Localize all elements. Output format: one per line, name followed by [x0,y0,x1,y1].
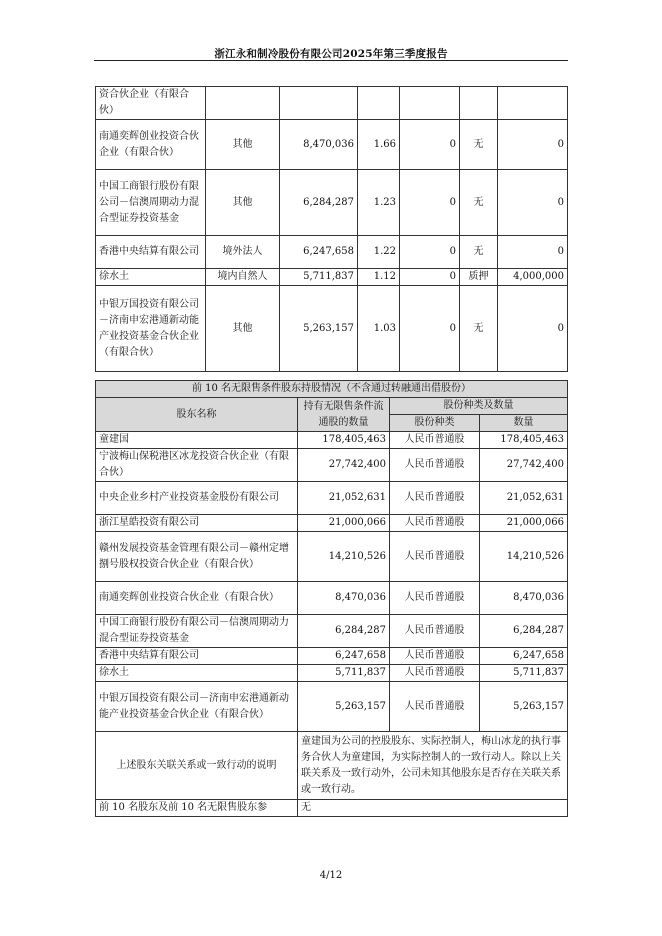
share-type: 人民币普通股 [390,449,480,482]
relation-text: 童建国为公司的控股股东、实际控制人，梅山冰龙的执行事务合伙人为童建国，为实际控制人的一致行动人。除以上关联关系及一致行动外，公司未知其他股东是否存在关联关系或一致行动。 [298,732,568,800]
unrestricted-shares: 178,405,463 [298,432,390,449]
shareholder-name: 中银万国投资有限公司－济南申宏港通新动能产业投资基金合伙企业（有限合伙） [96,682,298,732]
unrestricted-shares: 21,000,066 [298,515,390,532]
shareholder-name: 香港中央结算有限公司 [96,236,206,269]
share-type: 人民币普通股 [390,648,480,665]
share-count: 8,470,036 [280,120,358,170]
page-number: 4/12 [319,870,343,881]
share-qty: 27,742,400 [480,449,568,482]
share-count: 6,284,287 [280,170,358,236]
share-qty: 14,210,526 [480,532,568,582]
table-row [96,236,568,269]
table-row [96,532,568,582]
share-qty: 21,000,066 [480,515,568,532]
share-type: 人民币普通股 [390,682,480,732]
share-ratio: 1.23 [358,170,400,236]
share-count: 5,711,837 [280,269,358,286]
lending-value: 无 [298,800,568,817]
shareholder-nature [206,87,280,120]
table-row [96,648,568,665]
unrestricted-shares: 5,263,157 [298,682,390,732]
restricted-shares: 0 [400,286,460,372]
pledge-status: 质押 [460,269,498,286]
unrestricted-shares: 5,711,837 [298,665,390,682]
table-row [96,120,568,170]
share-qty: 178,405,463 [480,432,568,449]
share-qty: 5,711,837 [480,665,568,682]
unrestricted-shares: 6,247,658 [298,648,390,665]
share-count [280,87,358,120]
shareholder-name: 中央企业乡村产业投资基金股份有限公司 [96,482,298,515]
shareholder-name: 中国工商银行股份有限公司－信澳周期动力混合型证券投资基金 [96,615,298,648]
share-count: 6,247,658 [280,236,358,269]
table-row [96,286,568,372]
table-row [96,582,568,615]
pledge-qty: 4,000,000 [498,269,568,286]
unrestricted-shares: 8,470,036 [298,582,390,615]
share-qty: 5,263,157 [480,682,568,732]
table-row [96,269,568,286]
unrestricted-shares: 27,742,400 [298,449,390,482]
col-header-type-group: 股份种类及数量 [390,398,568,415]
share-qty: 6,284,287 [480,615,568,648]
shareholder-name: 南通奕辉创业投资合伙企业（有限合伙） [96,582,298,615]
unrestricted-shares: 21,052,631 [298,482,390,515]
shareholder-nature: 境外法人 [206,236,280,269]
table-row [96,515,568,532]
restricted-shares: 0 [400,236,460,269]
unrestricted-shares: 14,210,526 [298,532,390,582]
table-row [96,665,568,682]
lending-label: 前 10 名股东及前 10 名无限售股东参 [96,800,298,817]
share-ratio [358,87,400,120]
shareholder-nature: 境内自然人 [206,269,280,286]
shareholder-name: 童建国 [96,432,298,449]
shareholder-name: 资合伙企业（有限合伙） [96,87,206,120]
header-divider [94,60,568,61]
pledge-status: 无 [460,236,498,269]
col-header-type: 股份种类 [390,415,480,432]
note-row [96,800,568,817]
share-type: 人民币普通股 [390,515,480,532]
col-header-shares: 持有无限售条件流通股的数量 [298,398,390,432]
share-ratio: 1.66 [358,120,400,170]
shareholder-nature: 其他 [206,120,280,170]
share-ratio: 1.22 [358,236,400,269]
section-title-row [96,381,568,398]
share-ratio: 1.12 [358,269,400,286]
share-type: 人民币普通股 [390,432,480,449]
table-row [96,432,568,449]
pledge-qty [498,87,568,120]
shareholder-name: 中国工商银行股份有限公司－信澳周期动力混合型证券投资基金 [96,170,206,236]
shareholder-nature: 其他 [206,170,280,236]
share-qty: 6,247,658 [480,648,568,665]
shareholder-name: 徐水土 [96,269,206,286]
header-row [96,398,568,415]
col-header-name: 股东名称 [96,398,298,432]
restricted-shares: 0 [400,120,460,170]
share-qty: 8,470,036 [480,582,568,615]
share-type: 人民币普通股 [390,482,480,515]
restricted-shares: 0 [400,269,460,286]
table-row [96,682,568,732]
restricted-shares [400,87,460,120]
pledge-status: 无 [460,170,498,236]
pledge-qty: 0 [498,286,568,372]
shareholder-nature: 其他 [206,286,280,372]
pledge-status [460,87,498,120]
table-row [96,615,568,648]
table-row [96,87,568,120]
relation-row [96,732,568,800]
share-ratio: 1.03 [358,286,400,372]
shareholder-name: 浙江星皓投资有限公司 [96,515,298,532]
share-type: 人民币普通股 [390,532,480,582]
shareholder-name: 宁波梅山保税港区冰龙投资合伙企业（有限合伙） [96,449,298,482]
shareholder-name: 徐水土 [96,665,298,682]
shareholder-name: 南通奕辉创业投资合伙企业（有限合伙） [96,120,206,170]
table-row [96,170,568,236]
share-type: 人民币普通股 [390,582,480,615]
top10-shareholders-table [95,86,568,372]
table-row [96,482,568,515]
shareholder-name: 香港中央结算有限公司 [96,648,298,665]
col-header-qty: 数量 [480,415,568,432]
pledge-qty: 0 [498,236,568,269]
share-type: 人民币普通股 [390,615,480,648]
table-row [96,449,568,482]
relation-label: 上述股东关联关系或一致行动的说明 [96,732,298,800]
share-type: 人民币普通股 [390,665,480,682]
pledge-status: 无 [460,120,498,170]
shareholder-name: 赣州发展投资基金管理有限公司－赣州定增捌号股权投资合伙企业（有限合伙） [96,532,298,582]
pledge-qty: 0 [498,120,568,170]
pledge-status: 无 [460,286,498,372]
restricted-shares: 0 [400,170,460,236]
section-title: 前 10 名无限售条件股东持股情况（不含通过转融通出借股份） [96,381,568,398]
share-count: 5,263,157 [280,286,358,372]
shareholder-name: 中银万国投资有限公司－济南申宏港通新动能产业投资基金合伙企业（有限合伙） [96,286,206,372]
report-header: 浙江永和制冷股份有限公司2025年第三季度报告 [214,48,448,60]
share-qty: 21,052,631 [480,482,568,515]
unrestricted-shares: 6,284,287 [298,615,390,648]
pledge-qty: 0 [498,170,568,236]
unrestricted-shareholders-table [95,380,568,817]
